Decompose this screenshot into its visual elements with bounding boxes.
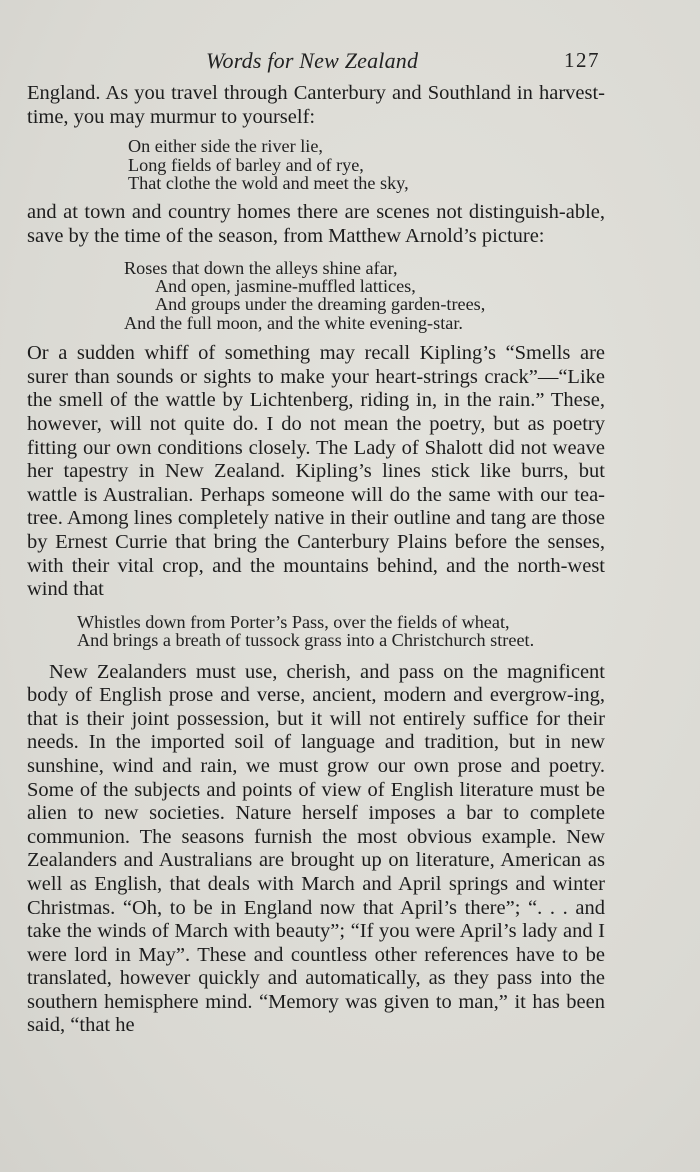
- verse-line: Long fields of barley and of rye,: [128, 154, 364, 175]
- verse-line: And open, jasmine-muffled lattices,: [155, 276, 416, 296]
- verse-quotation: [27, 613, 605, 650]
- verse-quotation: [27, 259, 605, 333]
- paragraph: Or a sudden whiff of something may recall Kipling’s “Smells are surer than sounds or sights to make your heart-strings crack”—“Like the smell of the wattle by Lichtenberg, riding in, in the rain.” These, however, will not quite do. I do not mean the poetry, but as poetry fitting our own conditions closely. The Lady of Shalott did not weave her tapestry in New Zealand. Kipling’s lines stick like burrs, but wattle is Australian. Perhaps someone will do the same with our tea-tree. Among lines completely native in their outline and tang are those by Ernest Currie that bring the Canterbury Plains before the senses, with their vital crop, and the mountains behind, and the north-west wind that: [27, 342, 605, 601]
- body-text: [27, 82, 605, 1038]
- verse-line: And groups under the dreaming garden-trees,: [155, 294, 486, 315]
- running-head: [0, 48, 700, 76]
- verse-line: Roses that down the alleys shine afar,: [124, 257, 398, 278]
- verse-line: Whistles down from Porter’s Pass, over the fields of wheat,: [77, 611, 510, 632]
- page-number: 127: [564, 48, 600, 72]
- verse-line: On either side the river lie,: [128, 136, 323, 157]
- verse-line: And brings a breath of tussock grass into a Christchurch street.: [77, 630, 535, 651]
- paragraph: New Zealanders must use, cherish, and pass on the magnificent body of English prose and verse, ancient, modern and evergrow-ing, that is their joint possession, but it will not entirely suffice for their needs. In the imported soil of language and tradition, but in new sunshine, wind and rain, we must grow our own prose and poetry. Some of the subjects and points of view of English literature must be alien to new societies. Nature herself imposes a bar to complete communion. The seasons furnish the most obvious example. New Zealanders and Australians are brought up on literature, American as well as English, that deals with March and April springs and winter Christmas. “Oh, to be in England now that April’s there”; “. . . and take the winds of March with beauty”; “If you were April’s lady and I were lord in May”. These and countless other references have to be translated, however quickly and automatically, as they pass into the southern hemisphere mind. “Memory was given to man,” it has been said, “that he: [27, 660, 605, 1037]
- verse-quotation: [27, 137, 605, 192]
- verse-line: And the full moon, and the white evening-star.: [124, 312, 463, 333]
- running-title: Words for New Zealand: [206, 48, 419, 73]
- verse-line: That clothe the wold and meet the sky,: [128, 173, 409, 193]
- paragraph: England. As you travel through Canterbury and Southland in harvest-time, you may murmur to yourself:: [27, 82, 605, 128]
- paragraph: and at town and country homes there are scenes not distinguish-able, save by the time of the season, from Matthew Arnold’s picture:: [27, 201, 605, 247]
